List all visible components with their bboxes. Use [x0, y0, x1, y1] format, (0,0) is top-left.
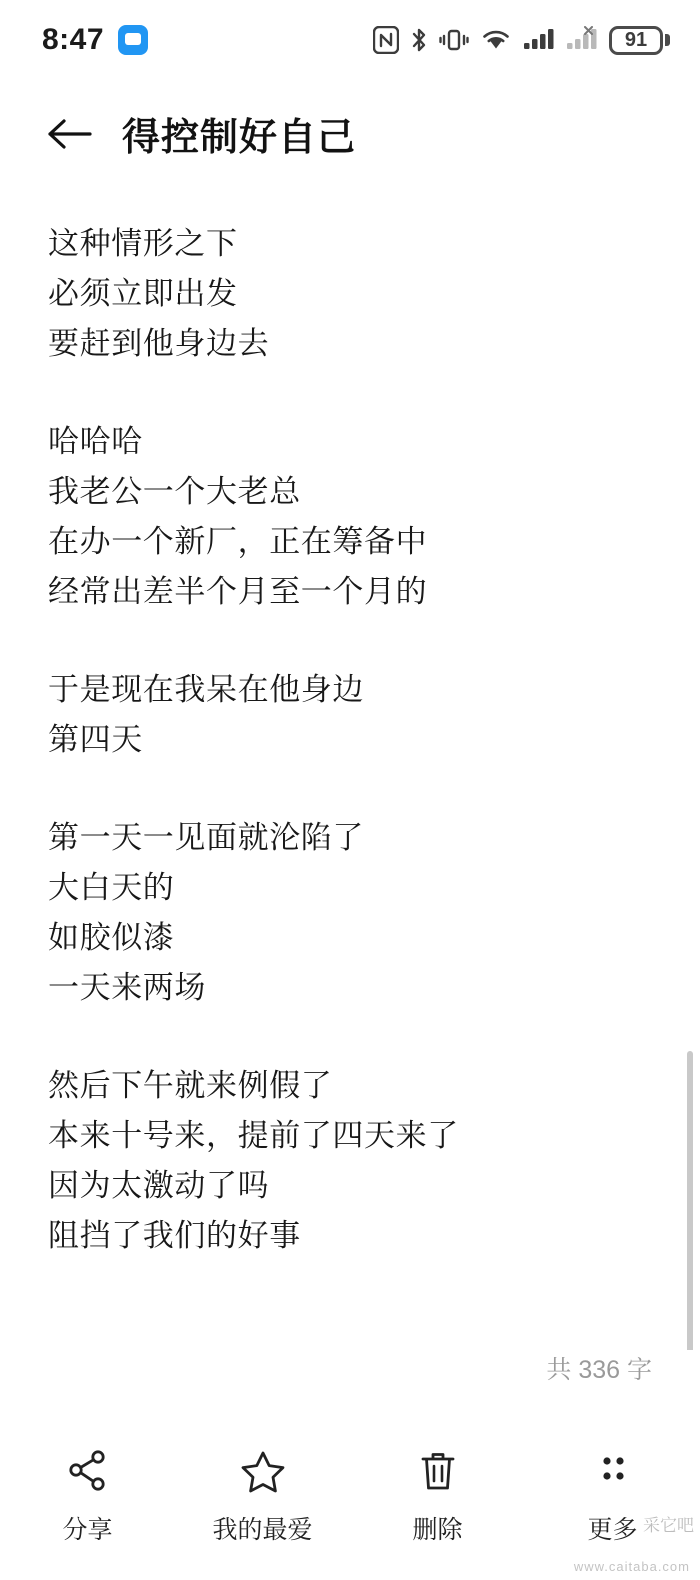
note-line: 我老公一个大老总 [48, 474, 301, 509]
note-line: 一天来两场 [48, 970, 206, 1005]
note-line: 哈哈哈 [48, 424, 143, 459]
favorite-label: 我的最爱 [212, 1516, 313, 1544]
signal-no-service-icon [566, 26, 598, 54]
note-line: 这种情形之下 [48, 226, 238, 261]
note-paragraph [48, 665, 652, 765]
page-title: 得控制好自己 [122, 117, 357, 159]
note-paragraph [48, 219, 652, 369]
word-count: 共 336 字 [546, 1356, 652, 1384]
trash-icon [415, 1448, 461, 1494]
note-line: 在办一个新厂，正在筹备中 [48, 524, 428, 559]
note-paragraph [48, 417, 652, 617]
status-bar [0, 0, 700, 80]
star-icon [240, 1448, 286, 1494]
more-label: 更多 [587, 1516, 638, 1544]
note-line: 本来十号来，提前了四天来了 [48, 1118, 459, 1153]
back-button[interactable] [44, 109, 94, 159]
note-line: 如胶似漆 [48, 920, 175, 955]
share-icon [65, 1448, 111, 1494]
bluetooth-icon [410, 26, 428, 54]
note-line: 于是现在我呆在他身边 [48, 672, 364, 707]
watermark-badge: 采它吧 [643, 1516, 694, 1535]
note-line: 第四天 [48, 722, 143, 757]
note-line: 阻挡了我们的好事 [48, 1218, 301, 1253]
delete-button[interactable] [363, 1448, 513, 1546]
note-content[interactable] [0, 171, 700, 1350]
note-line: 因为太激动了吗 [48, 1168, 270, 1203]
note-line: 然后下午就来例假了 [48, 1068, 333, 1103]
watermark-text: www.caitaba.com [573, 1559, 690, 1574]
scrollbar-thumb[interactable] [687, 1051, 693, 1350]
share-button[interactable] [13, 1448, 163, 1546]
delete-label: 删除 [412, 1516, 463, 1544]
signal-bars-icon [523, 26, 555, 54]
nfc-icon [373, 26, 399, 54]
note-line: 第一天一见面就沦陷了 [48, 820, 364, 855]
note-paragraph [48, 813, 652, 1013]
wifi-icon [480, 26, 512, 54]
vibrate-icon [439, 26, 469, 54]
favorite-button[interactable] [188, 1448, 338, 1546]
note-line: 必须立即出发 [48, 276, 238, 311]
battery-cap [665, 34, 670, 46]
back-arrow-icon [46, 116, 92, 152]
scrollbar[interactable] [687, 1051, 693, 1350]
note-line: 大白天的 [48, 870, 175, 905]
share-label: 分享 [62, 1516, 113, 1544]
bottom-toolbar [0, 1430, 700, 1580]
battery-level-text: 91 [624, 29, 648, 51]
battery-indicator [609, 26, 670, 55]
message-bubble-icon [118, 25, 148, 55]
note-line: 要赶到他身边去 [48, 326, 270, 361]
note-paragraph [48, 1061, 652, 1261]
note-line: 经常出差半个月至一个月的 [48, 574, 428, 609]
title-bar [0, 80, 700, 171]
status-bar-left [42, 23, 148, 57]
more-dots-icon [590, 1448, 636, 1494]
status-bar-right [373, 26, 670, 55]
status-time: 8:47 [42, 23, 105, 56]
